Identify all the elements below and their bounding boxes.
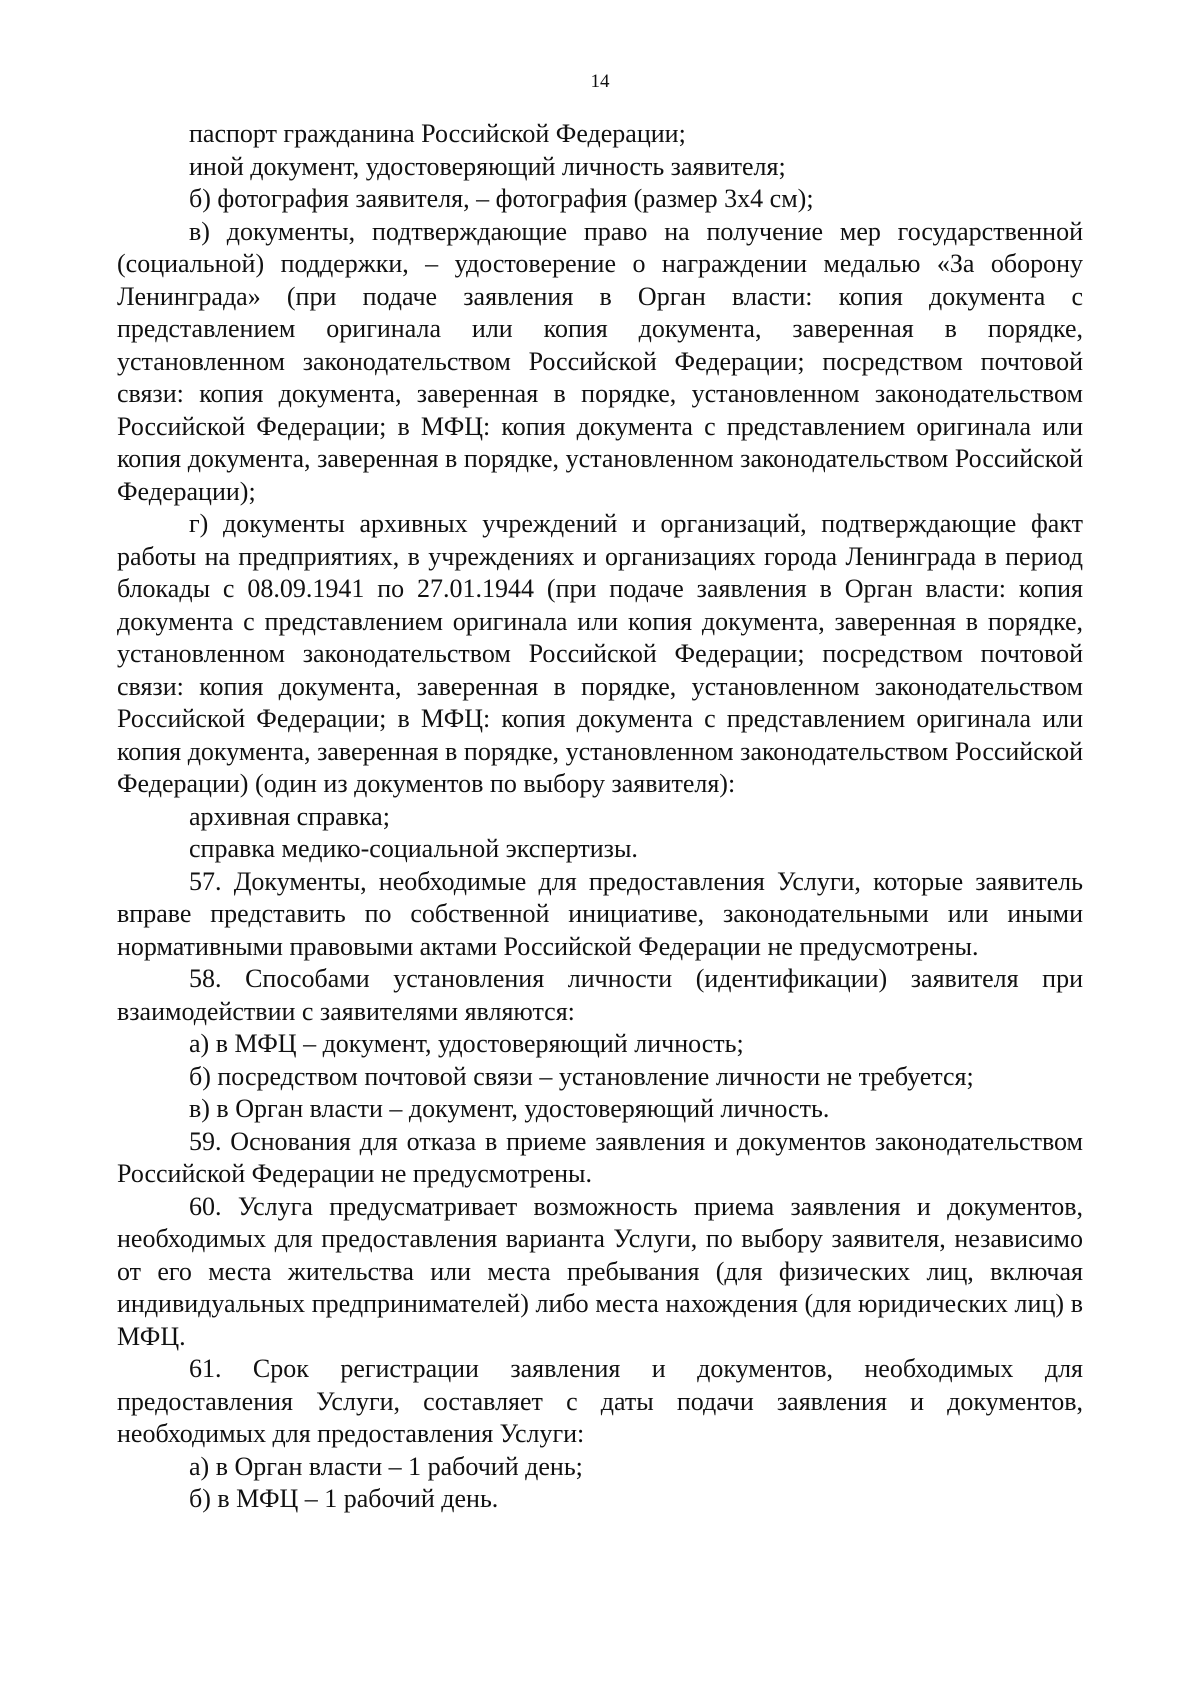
paragraph-58-c: в) в Орган власти – документ, удостоверяющий личность. bbox=[189, 1094, 830, 1123]
paragraph-other-id: иной документ, удостоверяющий личность заявителя; bbox=[189, 151, 786, 181]
paragraph-61: 61. Срок регистрации заявления и документов, необходимых для предоставления Услуги, составляет с даты подачи заявления и документов, необходимых для предоставления Услуги: bbox=[117, 1354, 1083, 1448]
page-number: 14 bbox=[590, 71, 610, 92]
paragraph-60: 60. Услуга предусматривает возможность приема заявления и документов, необходимых для предоставления варианта Услуги, по выбору заявителя, независимо от его места жительства или места пребывания (для физических лиц, включая индивидуальных предпринимателей) либо места нахождения (для юридических лиц) в МФЦ. bbox=[117, 1191, 1083, 1351]
paragraph-medical-certificate: справка медико-социальной экспертизы. bbox=[189, 834, 638, 863]
paragraph-passport: паспорт гражданина Российской Федерации; bbox=[189, 119, 686, 148]
paragraph-58-b: б) посредством почтовой связи – установление личности не требуется; bbox=[189, 1061, 974, 1091]
paragraph-archive-certificate: архивная справка; bbox=[189, 801, 390, 831]
paragraph-59: 59. Основания для отказа в приеме заявления и документов законодательством Российской Федерации не предусмотрены. bbox=[117, 1126, 1083, 1188]
document-body bbox=[117, 118, 1083, 1516]
paragraph-58-a: а) в МФЦ – документ, удостоверяющий личность; bbox=[189, 1029, 744, 1058]
paragraph-support-documents: в) документы, подтверждающие право на получение мер государственной (социальной) поддержки, – удостоверение о награждении медалью «За оборону Ленинграда» (при подаче заявления в Орган власти: копия документа с представлением оригинала или копия документа, заверенная в порядке, установленном законодательством Российской Федерации; посредством почтовой связи: копия документа, заверенная в порядке, установленном законодательством Российской Федерации; в МФЦ: копия документа с представлением оригинала или копия документа, заверенная в порядке, установленном законодательством Российской Федерации); bbox=[117, 216, 1083, 506]
paragraph-61-b: б) в МФЦ – 1 рабочий день. bbox=[189, 1484, 499, 1513]
paragraph-58: 58. Способами установления личности (идентификации) заявителя при взаимодействии с заявителями являются: bbox=[117, 964, 1083, 1026]
paragraph-archive-documents: г) документы архивных учреждений и организаций, подтверждающие факт работы на предприятиях, в учреждениях и организациях города Ленинграда в период блокады с 08.09.1941 по 27.01.1944 (при подаче заявления в Орган власти: копия документа с представлением оригинала или копия документа, заверенная в порядке, установленном законодательством Российской Федерации; посредством почтовой связи: копия документа, заверенная в порядке, установленном законодательством Российской Федерации; в МФЦ: копия документа с представлением оригинала или копия документа, заверенная в порядке, установленном законодательством Российской Федерации) (один из документов по выбору заявителя): bbox=[117, 509, 1083, 798]
paragraph-57: 57. Документы, необходимые для предоставления Услуги, которые заявитель вправе представить по собственной инициативе, законодательными или иными нормативными правовыми актами Российской Федерации не предусмотрены. bbox=[117, 866, 1083, 961]
paragraph-photo: б) фотография заявителя, – фотография (размер 3x4 см); bbox=[189, 184, 814, 213]
paragraph-61-a: а) в Орган власти – 1 рабочий день; bbox=[189, 1451, 583, 1481]
